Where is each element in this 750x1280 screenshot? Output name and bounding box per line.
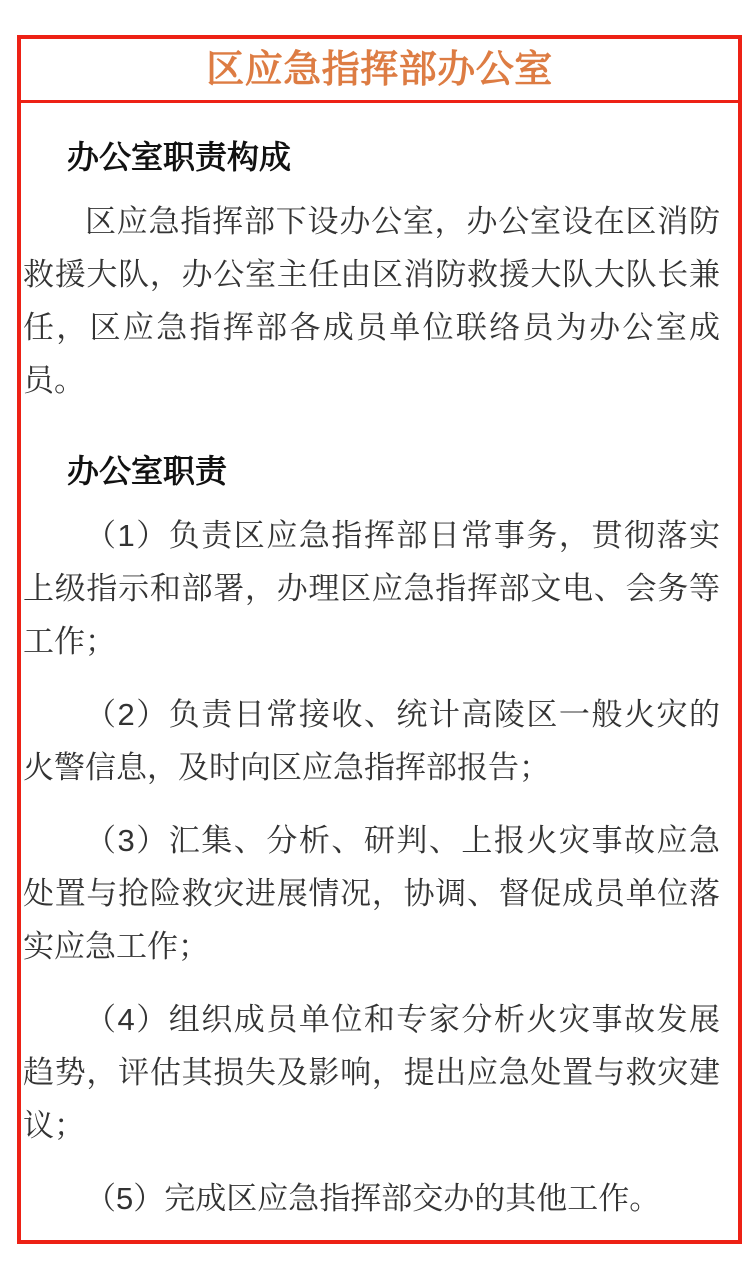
paragraph-composition: 区应急指挥部下设办公室，办公室设在区消防救援大队，办公室主任由区消防救援大队大队长兼任，区应急指挥部各成员单位联络员为办公室成员。 xyxy=(23,204,720,398)
document-body xyxy=(21,103,738,1245)
duty-item-1: （1）负责区应急指挥部日常事务，贯彻落实上级指示和部署，办理区应急指挥部文电、会务等工作； xyxy=(23,518,720,659)
document-frame xyxy=(17,35,742,1244)
document-header xyxy=(21,39,738,103)
duty-item-3: （3）汇集、分析、研判、上报火灾事故应急处置与抢险救灾进展情况，协调、督促成员单位落实应急工作； xyxy=(23,823,720,964)
duty-item-4: （4）组织成员单位和专家分析火灾事故发展趋势，评估其损失及影响，提出应急处置与救灾建议； xyxy=(23,1002,720,1143)
section-heading-duties: 办公室职责 xyxy=(67,453,228,489)
page-title: 区应急指挥部办公室 xyxy=(206,48,553,91)
duty-item-2: （2）负责日常接收、统计高陵区一般火灾的火警信息，及时向区应急指挥部报告； xyxy=(23,697,720,785)
duty-item-5: （5）完成区应急指挥部交办的其他工作。 xyxy=(85,1181,661,1216)
section-heading-duties-composition: 办公室职责构成 xyxy=(67,139,292,175)
